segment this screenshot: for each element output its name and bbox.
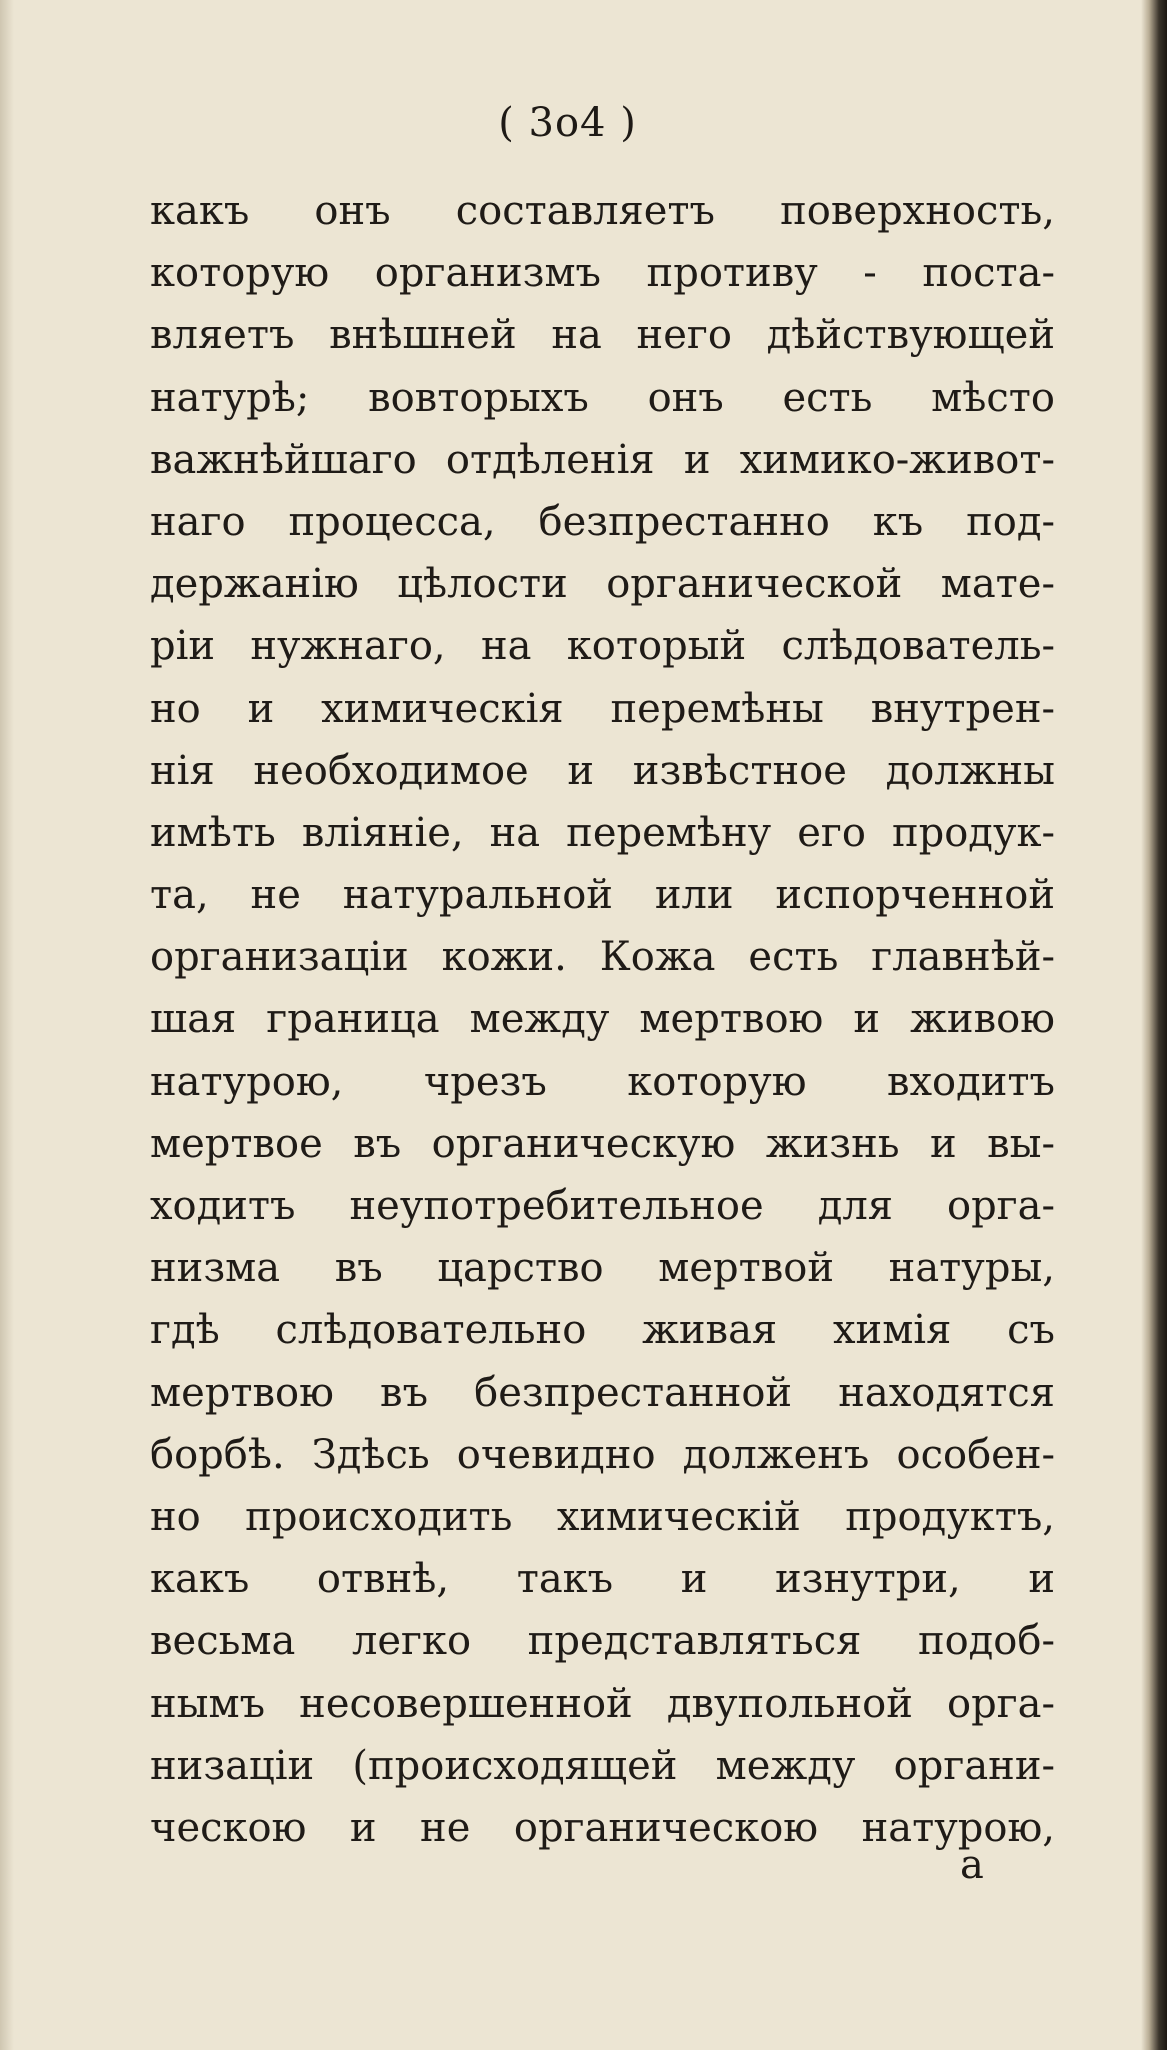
text-line: наго процесса, безпрестанно къ под-: [150, 498, 1055, 545]
text-line: натурѣ; вовторыхъ онъ есть мѣсто: [150, 374, 1055, 421]
text-line: важнѣйшаго отдѣленія и химико-живот-: [150, 436, 1055, 483]
text-line: ходитъ неупотребительное для орга-: [150, 1183, 1055, 1229]
text-line: организаціи кожи. Кожа есть главнѣй-: [150, 934, 1055, 981]
text-line: какъ онъ составляетъ поверхность,: [150, 188, 1055, 234]
body-text: [150, 180, 1055, 1859]
text-line: но и химическія перемѣны внутрен-: [150, 685, 1055, 732]
text-line: нымъ несовершенной двупольной орга-: [150, 1680, 1055, 1727]
text-line: борбѣ. Здѣсь очевидно долженъ особен-: [150, 1431, 1055, 1478]
text-line: но происходить химическій продуктъ,: [150, 1493, 1055, 1540]
text-line: нія необходимое и извѣстное должны: [150, 747, 1055, 794]
text-line: шая граница между мертвою и живою: [150, 996, 1055, 1043]
text-line: ріи нужнаго, на который слѣдователь-: [150, 623, 1055, 670]
text-line: ческою и не органическою натурою,: [150, 1804, 1055, 1851]
text-line: низаціи (происходящей между органи-: [150, 1742, 1055, 1789]
text-line: низма въ царство мертвой натуры,: [150, 1245, 1055, 1292]
text-line: вляетъ внѣшней на него дѣйствующей: [150, 312, 1055, 359]
page-number-header: ( 3о4 ): [498, 100, 637, 146]
text-line: натурою, чрезъ которую входитъ: [150, 1058, 1055, 1105]
text-line: которую организмъ противу - поста-: [150, 250, 1055, 297]
text-line: имѣть вліяніе, на перемѣну его продук-: [150, 809, 1055, 856]
text-line: та, не натуральной или испорченной: [150, 872, 1055, 919]
page-edge-shadow: [1141, 0, 1167, 2050]
text-line: весьма легко представляться подоб-: [150, 1618, 1055, 1665]
text-line: держанію цѣлости органической мате-: [150, 561, 1055, 608]
catchword: а: [960, 1842, 984, 1888]
text-line: гдѣ слѣдовательно живая химія съ: [150, 1307, 1055, 1354]
text-line: мертвою въ безпрестанной находятся: [150, 1369, 1055, 1416]
text-line: мертвое въ органическую жизнь и вы-: [150, 1120, 1055, 1167]
text-line: какъ отвнѣ, такъ и изнутри, и: [150, 1556, 1055, 1603]
